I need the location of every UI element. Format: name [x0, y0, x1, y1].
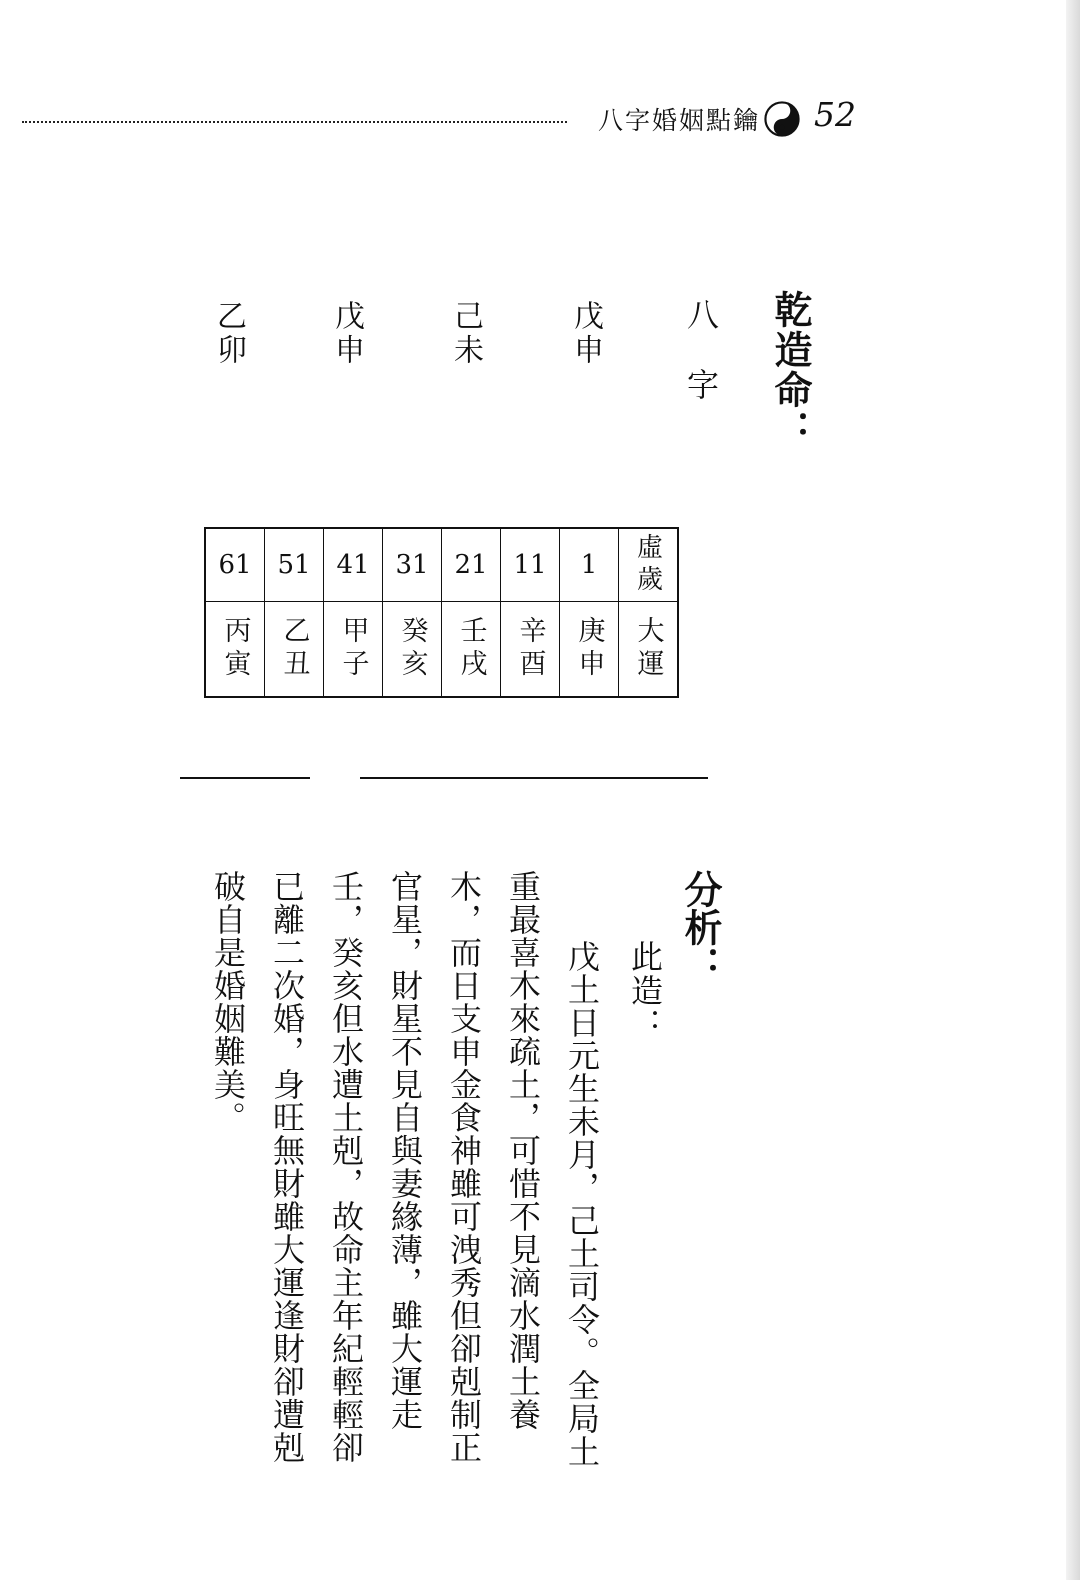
header-dot-leader	[22, 121, 567, 123]
luck-cell	[205, 602, 265, 698]
age-cell: 41	[324, 528, 383, 602]
luck-cell	[265, 602, 324, 698]
age-cell: 31	[383, 528, 442, 602]
analysis-intro: 此造：	[626, 940, 664, 1042]
age-cell: 1	[560, 528, 619, 602]
pillar-hour: 乙卯	[211, 300, 246, 368]
age-cell: 51	[265, 528, 324, 602]
book-title: 八字婚姻點鑰	[598, 106, 761, 135]
analysis-line-7: 破自是婚姻難美。	[209, 870, 247, 1134]
pillar-day: 戊申	[329, 300, 364, 368]
luck-text: 辛酉	[514, 616, 546, 682]
luck-text: 庚申	[573, 616, 605, 682]
luck-text: 乙丑	[278, 616, 310, 682]
age-header: 虛歲	[632, 533, 663, 597]
dayun-table	[204, 527, 679, 698]
case-title: 乾造命：	[768, 290, 813, 450]
luck-cell	[324, 602, 383, 698]
age-row	[205, 528, 678, 602]
luck-header: 大運	[632, 616, 664, 682]
luck-text: 壬戌	[455, 616, 487, 682]
luck-cell	[442, 602, 501, 698]
age-cell: 61	[205, 528, 265, 602]
luck-row	[205, 602, 678, 698]
page-number: 52	[814, 95, 856, 134]
luck-header-cell	[619, 602, 679, 698]
age-cell: 21	[442, 528, 501, 602]
analysis-line-3: 木，而日支申金食神雖可洩秀但卻剋制正	[445, 870, 483, 1464]
luck-text: 丙寅	[219, 616, 251, 682]
luck-cell	[501, 602, 560, 698]
age-header-cell	[619, 528, 679, 602]
analysis-line-4: 官星，財星不見自與妻緣薄，雖大運走	[386, 870, 424, 1431]
analysis-line-1: 戊土日元生未月，己土司令。全局土	[563, 940, 601, 1468]
section-divider	[360, 777, 708, 779]
age-cell: 11	[501, 528, 560, 602]
running-header	[22, 95, 862, 145]
luck-cell	[383, 602, 442, 698]
bazi-label: 八字	[682, 298, 720, 438]
analysis-heading: 分析：	[678, 870, 723, 984]
analysis-line-2: 重最喜木來疏土，可惜不見滴水潤土養	[504, 870, 542, 1431]
pillar-year: 戊申	[568, 300, 603, 368]
pillar-month: 己未	[448, 300, 483, 368]
yin-yang-icon	[764, 101, 800, 137]
analysis-line-6: 已離二次婚，身旺無財雖大運逢財卻遭剋	[268, 870, 306, 1464]
analysis-line-5: 壬，癸亥但水遭土剋，故命主年紀輕輕卻	[327, 870, 365, 1464]
luck-cell	[560, 602, 619, 698]
luck-text: 甲子	[337, 616, 369, 682]
page-edge-shadow	[1066, 0, 1080, 1580]
luck-text: 癸亥	[396, 616, 428, 682]
section-divider	[180, 777, 310, 779]
